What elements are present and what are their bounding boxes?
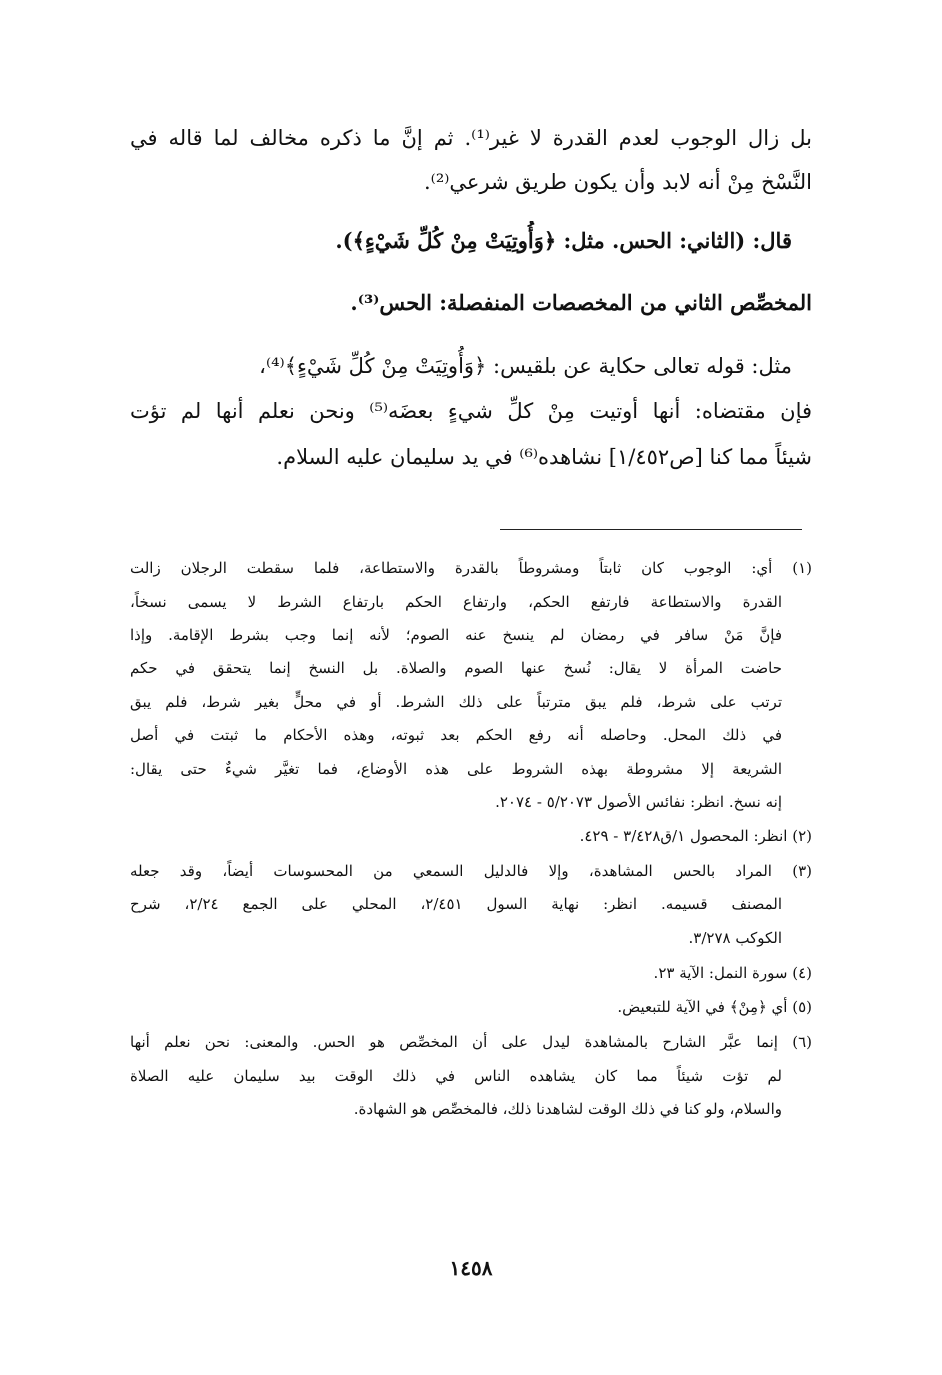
page-number: ١٤٥٨ [449,1256,493,1280]
main-text-line: بل زال الوجوب لعدم القدرة لا غير⁽¹⁾. ثم إنَّ ما ذكره مخالف لما قاله في [130,126,812,150]
footnote-line: (٢) انظر: المحصول ١/ق٣/٤٢٨ - ٤٢٩. [579,827,812,845]
footnote-line: (١) أي: الوجوب كان ثابتاً ومشروطاً بالقدرة والاستطاعة، فلما سقطت الرجلان زالت [130,559,812,577]
main-text-line: شيئاً مما كنا [ص١/٤٥٢] نشاهده⁽⁶⁾ في يد سليمان عليه السلام. [276,445,812,469]
footnote-line: الكوكب ٣/٢٧٨. [688,929,782,947]
footnote-line: الشريعة إلا مشروطة بهذه الشروط على هذه الأوضاع، فما تغيَّر شيءٌ حتى يقال: [130,760,782,778]
footnote-line: (٣) المراد بالحس المشاهدة، وإلا فالدليل السمعي من المحسوسات أيضاً، وقد جعله [130,862,812,880]
section-heading: المخصِّص الثاني من المخصصات المنفصلة: الحس⁽³⁾. [350,290,812,315]
footnote-line: في ذلك المحل. وحاصله أنه رفع الحكم بعد ثبوته، وهذه الأحكام ما ثبتت في أصل [130,726,782,744]
footnote-line: لم تؤت شيئاً مما كان يشاهده الناس في ذلك الوقت بيد سليمان عليه الصلاة [130,1067,782,1085]
footnote-line: والسلام، ولو كنا في ذلك الوقت لشاهدنا ذلك، فالمخصِّص هو الشهادة. [353,1100,782,1118]
main-text-line: فإن مقتضاه: أنها أوتيت مِنْ كلِّ شيءٍ بعضَه⁽⁵⁾ ونحن نعلم أنها لم تؤت [130,399,812,423]
footnote-line: المصنف قسيمه. انظر: نهاية السول ٢/٤٥١، المحلي على الجمع ٢/٢٤، شرح [130,895,782,913]
footnote-line: إنه نسخ. انظر: نفائس الأصول ٥/٢٠٧٣ - ٢٠٧٤. [495,793,782,811]
footnote-line: حاضت المرأة لا يقال: نُسخ عنها الصوم والصلاة. بل النسخ إنما يتحقق في حكم [130,659,782,677]
footnote-line: ترتب على شرط، فلم يبق مترتباً على ذلك الشرط. أو في محلٍّ بغير شرط، فلم يبق [130,693,782,711]
footnote-line: (٥) أي ﴿مِنْ﴾ في الآية للتبعيض. [617,998,812,1016]
main-text-line: النَّسْخ مِنْ أنه لابد وأن يكون طريق شرعي⁽²⁾. [423,170,812,194]
footnote-line: القدرة والاستطاعة فارتفع الحكم، وارتفاع الحكم بارتفاع الشرط لا يسمى نسخاً، [130,593,782,611]
footnote-divider [500,529,802,530]
quoted-matn: قال: (الثاني: الحس. مثل: ﴿وَأُوتِيَتْ مِنْ كُلِّ شَيْءٍ﴾). [335,228,792,253]
footnote-line: (٦) إنما عبَّر الشارح بالمشاهدة ليدل على أن المخصِّص هو الحس. والمعنى: نحن نعلم أنها [130,1033,812,1051]
footnote-line: (٤) سورة النمل: الآية ٢٣. [653,964,812,982]
main-text-line: مثل: قوله تعالى حكاية عن بلقيس: ﴿وَأُوتِيَتْ مِنْ كُلِّ شَيْءٍ﴾⁽⁴⁾، [259,354,792,378]
footnote-line: فإنَّ مَنْ سافر في رمضان لم ينسخ عنه الصوم؛ لأنه إنما وجب بشرط الإقامة. وإذا [130,626,782,644]
